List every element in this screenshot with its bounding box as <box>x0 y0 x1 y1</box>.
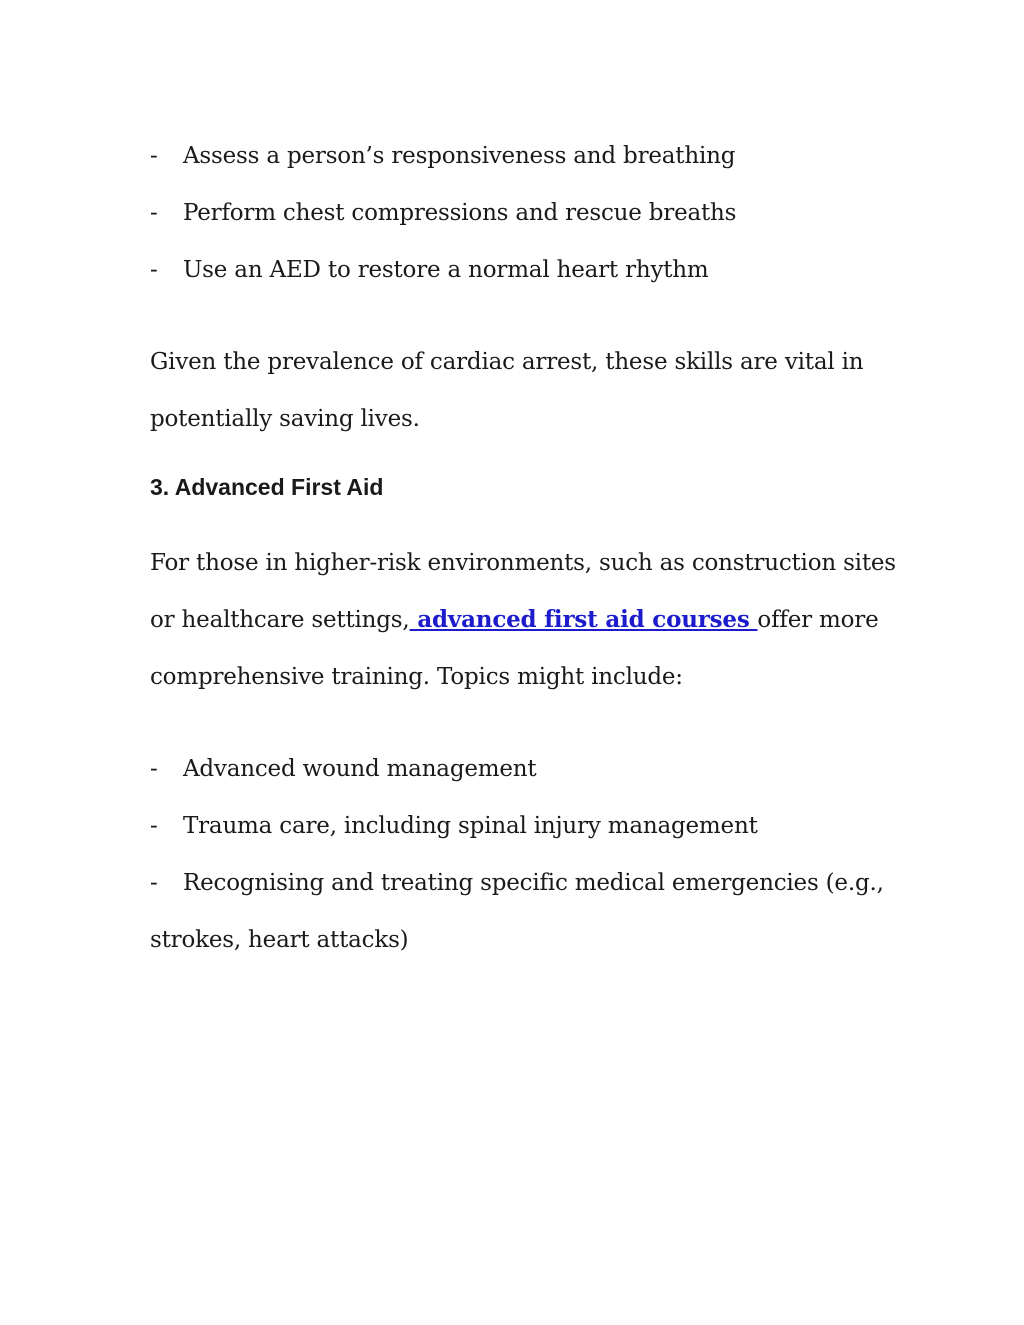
list-dash: - <box>150 870 158 896</box>
list-item <box>150 141 735 171</box>
paragraph-text: offer more <box>757 607 879 633</box>
list-item-text: Recognising and treating specific medical emergencies (e.g., <box>183 870 884 896</box>
paragraph-line <box>150 605 878 635</box>
list-item <box>150 754 536 784</box>
list-item-text: Trauma care, including spinal injury management <box>183 813 758 839</box>
list-item-continuation: strokes, heart attacks) <box>150 927 409 953</box>
list-item-text: Use an AED to restore a normal heart rhythm <box>183 257 709 283</box>
list-dash: - <box>150 813 158 839</box>
list-item <box>150 868 884 898</box>
paragraph-line: For those in higher-risk environments, such as construction sites <box>150 550 896 576</box>
advanced-first-aid-courses-link[interactable]: advanced first aid courses <box>409 606 758 633</box>
list-item-text: Assess a person’s responsiveness and breathing <box>183 143 736 169</box>
list-dash: - <box>150 257 158 283</box>
list-dash: - <box>150 200 158 226</box>
list-item <box>150 811 758 841</box>
section-heading: 3. Advanced First Aid <box>150 474 384 500</box>
paragraph-line: potentially saving lives. <box>150 406 420 432</box>
paragraph-line: comprehensive training. Topics might include: <box>150 664 683 690</box>
list-item <box>150 255 709 285</box>
list-item-text: Perform chest compressions and rescue breaths <box>183 200 737 226</box>
paragraph-line: Given the prevalence of cardiac arrest, these skills are vital in <box>150 349 864 375</box>
list-dash: - <box>150 143 158 169</box>
paragraph-text: or healthcare settings, <box>150 607 410 633</box>
list-item <box>150 198 736 228</box>
list-dash: - <box>150 756 158 782</box>
list-item-text: Advanced wound management <box>183 756 537 782</box>
